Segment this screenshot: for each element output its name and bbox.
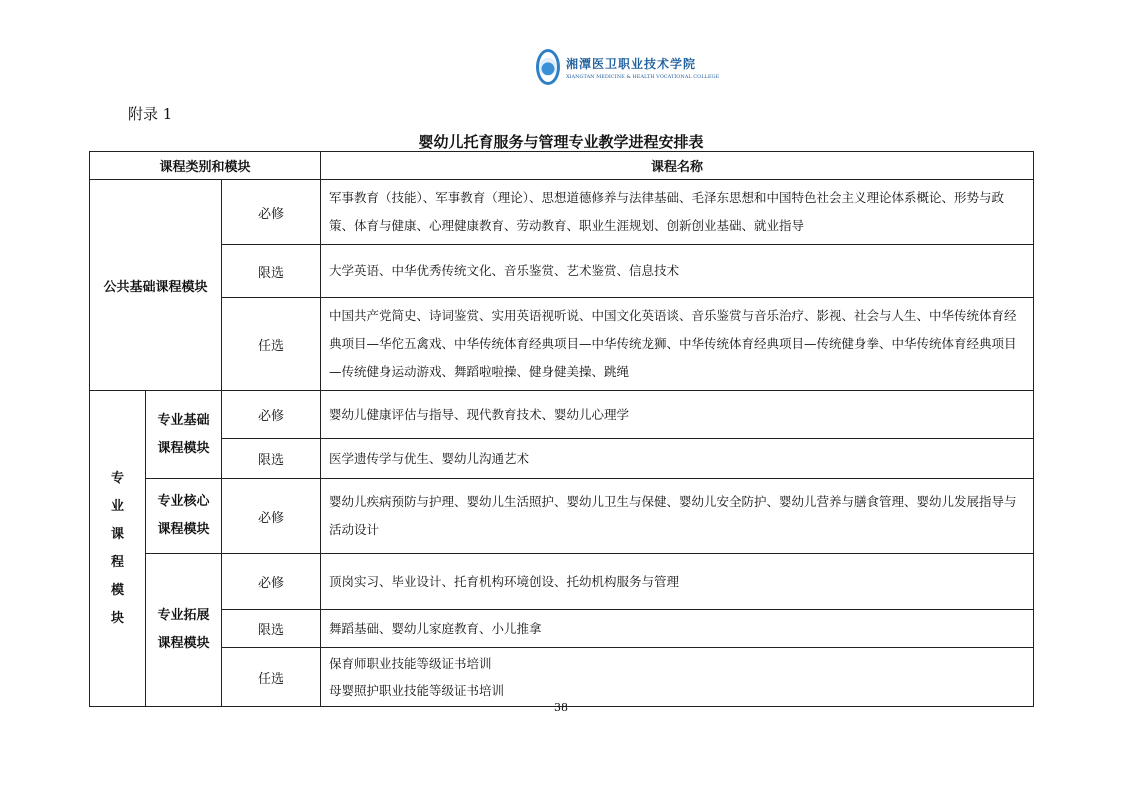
college-name-en: XIANGTAN MEDICINE & HEALTH VOCATIONAL COLLEGE (566, 73, 720, 80)
course-list (321, 648, 1034, 707)
core-module-label (146, 479, 222, 554)
course-list: 顶岗实习、毕业设计、托育机构环境创设、托幼机构服务与管理 (321, 554, 1034, 610)
vertical-char: 模 (110, 582, 124, 598)
page-title: 婴幼儿托育服务与管理专业教学进程安排表 (418, 133, 704, 151)
professional-module-label (90, 391, 146, 707)
appendix-label: 附录 1 (128, 105, 173, 123)
schedule-table (89, 151, 1034, 707)
module-label-line: 课程模块 (157, 636, 210, 651)
vertical-char: 课 (110, 526, 124, 542)
course-type: 必修 (222, 391, 321, 439)
table-row (90, 391, 1034, 439)
course-type: 任选 (222, 648, 321, 707)
table-row (90, 180, 1034, 245)
course-type: 限选 (222, 245, 321, 298)
table-row (90, 298, 1034, 391)
vertical-char: 程 (110, 554, 124, 570)
basic-module-label (146, 391, 222, 479)
vertical-char: 业 (110, 498, 124, 514)
table-row (90, 648, 1034, 707)
course-list: 婴幼儿疾病预防与护理、婴幼儿生活照护、婴幼儿卫生与保健、婴幼儿安全防护、婴幼儿营养与膳食管理、婴幼儿发展指导与活动设计 (321, 479, 1034, 554)
course-list: 大学英语、中华优秀传统文化、音乐鉴赏、艺术鉴赏、信息技术 (321, 245, 1034, 298)
course-list: 军事教育（技能）、军事教育（理论）、思想道德修养与法律基础、毛泽东思想和中国特色社会主义理论体系概论、形势与政策、体育与健康、心理健康教育、劳动教育、职业生涯规划、创新创业基础、就业指导 (321, 180, 1034, 245)
college-emblem-icon (536, 49, 560, 85)
table-row (90, 479, 1034, 554)
course-type: 必修 (222, 554, 321, 610)
table-row (90, 554, 1034, 610)
course-type: 限选 (222, 439, 321, 479)
vertical-char: 块 (110, 610, 124, 626)
course-list: 婴幼儿健康评估与指导、现代教育技术、婴幼儿心理学 (321, 391, 1034, 439)
module-label-line: 课程模块 (157, 440, 210, 456)
table-row (90, 610, 1034, 648)
schedule-table-wrapper (89, 151, 1033, 707)
course-item: 保育师职业技能等级证书培训 (329, 656, 492, 671)
header-category: 课程类别和模块 (90, 152, 321, 180)
course-list: 医学遗传学与优生、婴幼儿沟通艺术 (321, 439, 1034, 479)
module-label-line: 专业核心 (157, 494, 210, 509)
table-row (90, 439, 1034, 479)
table-row (90, 245, 1034, 298)
course-type: 限选 (222, 610, 321, 648)
course-item: 母婴照护职业技能等级证书培训 (329, 683, 505, 698)
course-type: 必修 (222, 479, 321, 554)
college-name-cn: 湘潭医卫职业技术学院 (566, 56, 697, 71)
module-label-line: 课程模块 (157, 522, 210, 537)
table-header-row (90, 152, 1034, 180)
course-list: 中国共产党简史、诗词鉴赏、实用英语视听说、中国文化英语谈、音乐鉴赏与音乐治疗、影视、社会与人生、中华传统体育经典项目—华佗五禽戏、中华传统体育经典项目—中华传统龙狮、中华传统体育经典项目—传统健身拳、中华传统体育经典项目—传统健身运动游戏、舞蹈啦啦操、健身健美操、跳绳 (321, 298, 1034, 391)
course-list: 舞蹈基础、婴幼儿家庭教育、小儿推拿 (321, 610, 1034, 648)
header-course-name: 课程名称 (321, 152, 1034, 180)
module-label-line: 专业拓展 (157, 608, 210, 623)
course-type: 必修 (222, 180, 321, 245)
page-number: 38 (554, 701, 568, 714)
college-name (566, 55, 719, 80)
course-type: 任选 (222, 298, 321, 391)
module-label-line: 专业基础 (157, 412, 210, 428)
extend-module-label (146, 554, 222, 707)
college-logo (536, 46, 720, 88)
professional-module-text (90, 465, 145, 633)
vertical-char: 专 (110, 470, 124, 486)
public-module-label: 公共基础课程模块 (90, 180, 222, 391)
